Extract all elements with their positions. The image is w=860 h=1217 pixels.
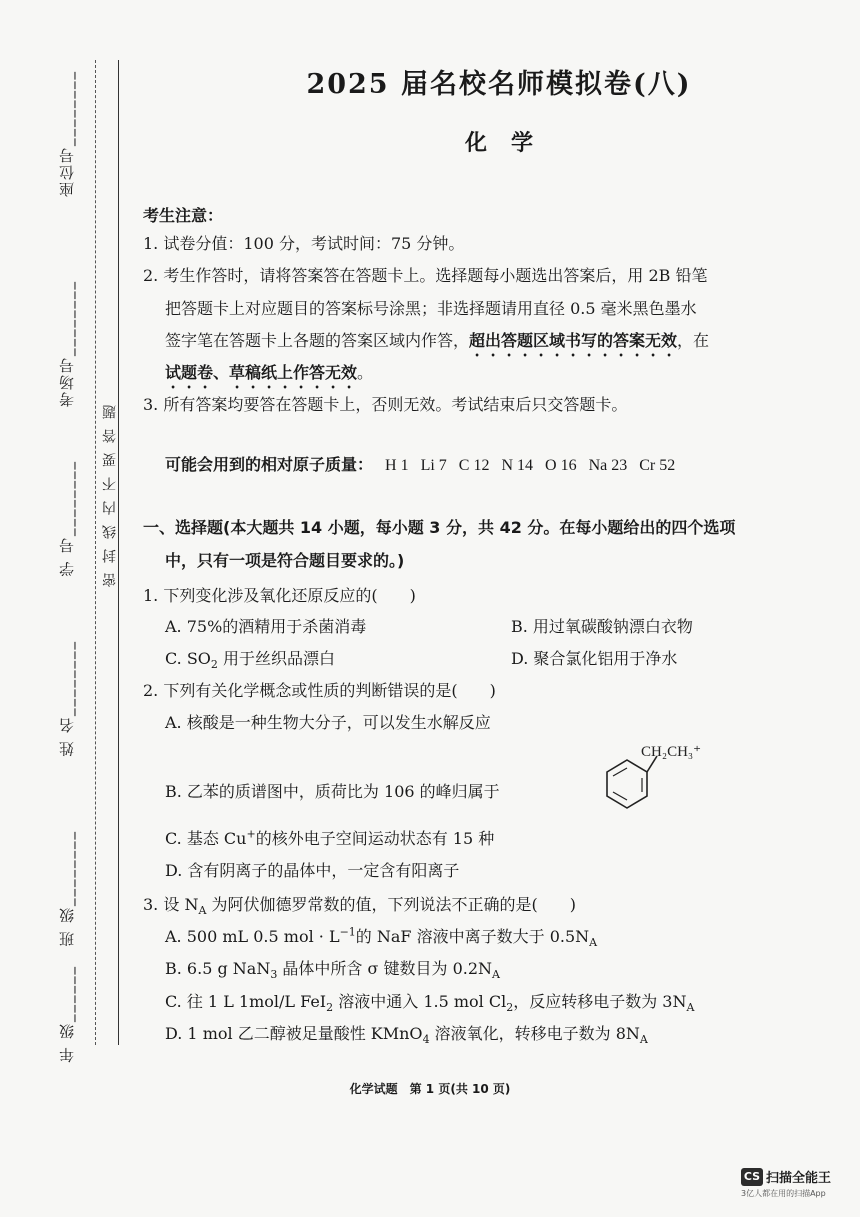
question-3-option-b: B. 6.5 g NaN$_3$ 晶体中所含 σ 键数目为 $0.2N_A$ <box>165 959 500 982</box>
binding-margin <box>0 0 125 1217</box>
name-field: 姓 名________ <box>58 640 76 757</box>
notice-item-2-line-2: 把答题卡上对应题目的答案标号涂黑；非选择题请用直径 0.5 毫米黑色墨水 <box>165 299 697 318</box>
atomic-mass-item: H 1 <box>385 457 409 474</box>
notice-item-2-line-4: 试题卷、草稿纸上作答无效。 <box>165 363 374 382</box>
question-3-option-a: A. 500 mL 0.5 mol · $L^{-1}$的 NaF 溶液中离子数大于 $0.5N_A$ <box>165 925 598 950</box>
page-footer: 化学试题 第 1 页(共 10 页) <box>349 1082 511 1096</box>
ethylbenzene-cation-structure <box>585 742 735 822</box>
exam-title: 2025 届名校名师模拟卷(八) <box>306 69 692 100</box>
question-3-option-d: D. 1 mol 乙二醇被足量酸性 KMnO$_4$ 溶液氧化，转移电子数为 $8N_A$ <box>165 1024 648 1047</box>
atomic-mass-item: N 14 <box>501 457 534 474</box>
seal-dashed-line <box>95 60 96 1045</box>
notice-item-2-line-1: 2. 考生作答时，请将答案答在答题卡上。选择题每小题选出答案后，用 2B 铅笔 <box>143 266 708 285</box>
question-2-option-c: C. 基态 Cu+的核外电子空间运动状态有 15 种 <box>165 827 495 848</box>
question-3-stem: 3. 设 $N_A$ 为阿伏伽德罗常数的值，下列说法不正确的是( ) <box>143 895 576 918</box>
question-2-option-d: D. 含有阴离子的晶体中，一定含有阳离子 <box>165 861 460 880</box>
atomic-mass-item: Li 7 <box>420 457 447 474</box>
notice-heading: 考生注意： <box>143 206 224 225</box>
question-1-option-b: B. 用过氧碳酸钠漂白衣物 <box>511 617 693 636</box>
emphasis-invalid-answer: 超出答题区域书写的答案无效 <box>469 331 678 350</box>
atomic-masses: 可能会用到的相对原子质量： H 1 Li 7 C 12 N 14 O 16 Na 23 Cr 52 <box>165 455 676 474</box>
ethyl-group-label: CH₂CH₃⁺ <box>641 744 702 760</box>
atomic-mass-item: Na 23 <box>588 457 628 474</box>
section-1-heading-line-2: 中，只有一项是符合题目要求的。) <box>165 551 405 570</box>
question-1-option-d: D. 聚合氯化铝用于净水 <box>511 649 678 668</box>
question-1-option-a: A. 75%的酒精用于杀菌消毒 <box>165 617 367 636</box>
seat-field: 座位号________ <box>58 70 76 197</box>
class-field: 班 级________ <box>58 830 76 947</box>
seal-warning: 密封线内不要答题 <box>102 395 118 587</box>
question-3-option-c: C. 往 1 L 1mol/L FeI$_2$ 溶液中通入 1.5 mol $Cl_2$，反应转移电子数为 $3N_A$ <box>165 992 695 1015</box>
question-2-stem: 2. 下列有关化学概念或性质的判断错误的是( ) <box>143 681 496 700</box>
exam-room-field: 考场号________ <box>58 280 76 407</box>
section-1-heading-line-1: 一、选择题(本大题共 14 小题，每小题 3 分，共 42 分。在每小题给出的四个选项 <box>143 518 736 537</box>
camscanner-logo-icon: CS <box>741 1168 763 1186</box>
grade-field: 年 级______ <box>58 965 76 1063</box>
emphasis-draft-invalid: 试题卷、草稿纸上作答无效 <box>165 363 358 382</box>
question-1-stem: 1. 下列变化涉及氧化还原反应的( ) <box>143 586 416 605</box>
notice-item-1: 1. 试卷分值：100 分，考试时间：75 分钟。 <box>143 234 465 253</box>
question-2-option-b: B. 乙苯的质谱图中，质荷比为 106 的峰归属于 <box>165 782 500 801</box>
question-1-option-c: C. $SO_2$ 用于丝织品漂白 <box>165 649 336 672</box>
atomic-mass-item: O 16 <box>545 457 577 474</box>
atomic-mass-item: Cr 52 <box>639 457 676 474</box>
question-2-option-a: A. 核酸是一种生物大分子，可以发生水解反应 <box>165 713 491 732</box>
scanner-watermark: CS 扫描全能王 3亿人都在用的扫描App <box>741 1169 832 1198</box>
student-info-fields <box>56 60 82 1063</box>
subject-title: 化学 <box>464 130 557 156</box>
student-no-field: 学 号________ <box>58 460 76 577</box>
atomic-mass-item: C 12 <box>458 457 490 474</box>
notice-item-3: 3. 所有答案均要答在答题卡上，否则无效。考试结束后只交答题卡。 <box>143 395 628 414</box>
notice-item-2-line-3: 签字笔在答题卡上各题的答案区域内作答，超出答题区域书写的答案无效，在 <box>165 331 710 350</box>
